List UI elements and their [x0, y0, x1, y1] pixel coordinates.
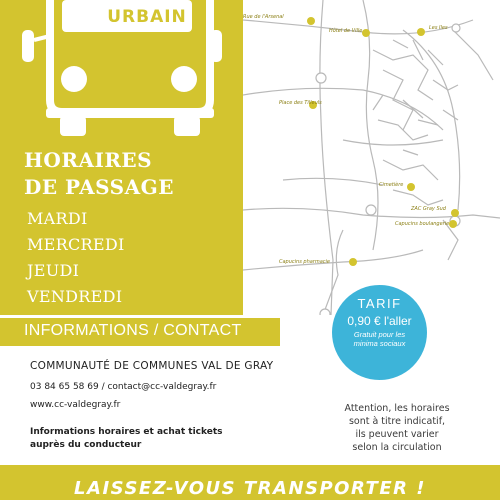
tarif-title: TARIF: [357, 296, 402, 311]
day-item: JEUDI: [27, 261, 80, 280]
info-heading: INFORMATIONS / CONTACT: [24, 322, 242, 339]
warning-line: sont à titre indicatif,: [348, 416, 446, 427]
headline-line-1: HORAIRES: [24, 148, 153, 172]
tarif-note: Gratuit pour les minima sociaux: [353, 330, 406, 348]
headline-line-2: DE PASSAGE: [24, 175, 174, 199]
map-stop-label: Les Iles: [429, 25, 448, 31]
warning-line: ils peuvent varier: [355, 429, 439, 440]
bus-illustration: [20, 0, 225, 138]
schedule-warning: [322, 402, 472, 454]
page-title: [24, 147, 174, 201]
warning-line: selon la circulation: [352, 442, 442, 453]
map-stop-label: ZAC Gray Sud: [411, 206, 446, 212]
ticket-note-line-1: Informations horaires et achat tickets: [30, 427, 223, 437]
ticket-note-line-2: auprès du conducteur: [30, 440, 142, 450]
route-map: [243, 0, 500, 315]
map-stop-label: Capucins pharmacie: [279, 259, 331, 265]
ticket-note: [30, 426, 273, 452]
tarif-badge: [332, 285, 427, 380]
organization-name: COMMUNAUTÉ DE COMMUNES VAL DE GRAY: [30, 360, 274, 372]
service-days: [27, 206, 125, 310]
map-stop-label: Hôtel de Ville: [329, 28, 363, 34]
contact-phone-email: 03 84 65 58 69 / contact@cc-valdegray.fr: [30, 382, 217, 392]
map-streets: [243, 0, 500, 315]
map-stop-label: Capucins boulangerie: [395, 221, 450, 227]
website-link[interactable]: www.cc-valdegray.fr: [30, 400, 121, 410]
map-stop-label: Cimetière: [379, 182, 404, 188]
day-item: VENDREDI: [27, 287, 123, 306]
bus-title: URBAIN: [107, 7, 187, 27]
map-stop-label: Rue de l'Arsenal: [243, 14, 284, 20]
map-stop-label: Place des Tilleuls: [279, 100, 322, 106]
day-item: MARDI: [27, 209, 88, 228]
warning-line: Attention, les horaires: [344, 403, 450, 414]
tarif-price: 0,90 € l'aller: [347, 314, 412, 328]
day-item: MERCREDI: [27, 235, 125, 254]
contact-block: [30, 360, 273, 452]
slogan: LAISSEZ-VOUS TRANSPORTER !: [74, 478, 426, 499]
